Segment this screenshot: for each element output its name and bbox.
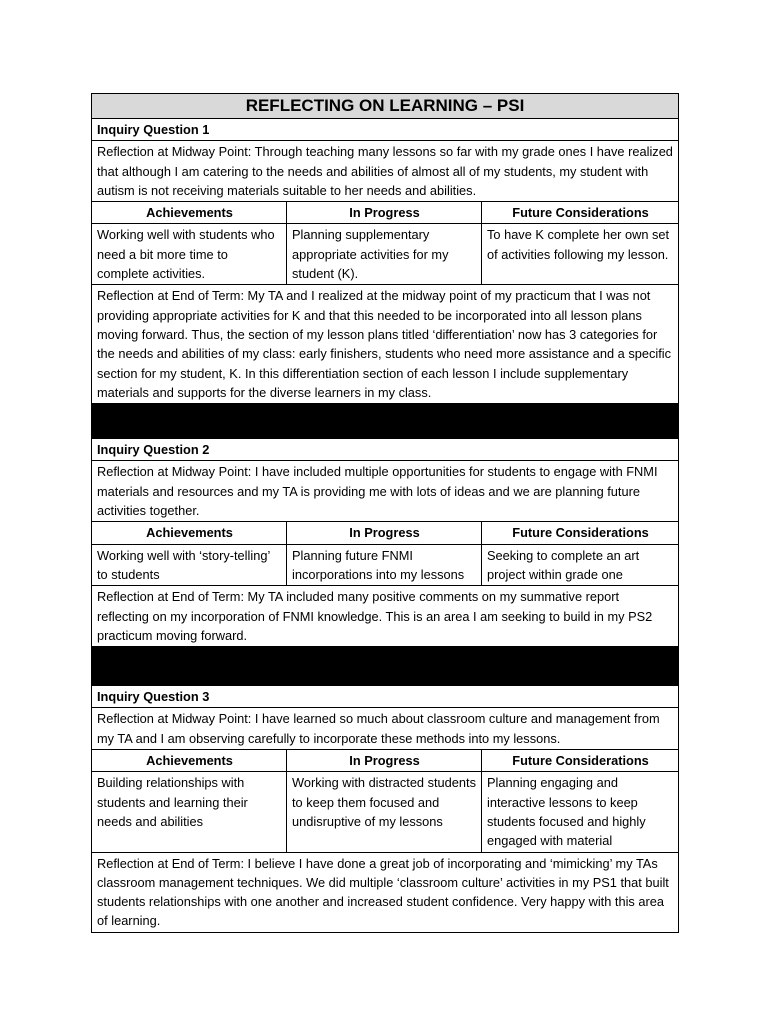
achievements-header: Achievements bbox=[92, 522, 287, 544]
inquiry-question-label: Inquiry Question 3 bbox=[92, 686, 679, 708]
achievements-cell: Building relationships with students and learning their needs and abilities bbox=[92, 772, 287, 852]
reflection-table bbox=[91, 93, 679, 933]
future-considerations-cell: Seeking to complete an art project within grade one bbox=[482, 544, 679, 586]
section-divider bbox=[92, 647, 679, 686]
inquiry-question-label: Inquiry Question 2 bbox=[92, 439, 679, 461]
end-of-term-reflection: Reflection at End of Term: I believe I have done a great job of incorporating and ‘mimicking’ my TAs classroom management techniques. We did multiple ‘classroom culture’ activities in my PS1 that built students relationships with one another and increased student confidence. Very happy with this area of learning. bbox=[92, 852, 679, 932]
in-progress-header: In Progress bbox=[287, 522, 482, 544]
future-considerations-cell: Planning engaging and interactive lessons to keep students focused and highly engaged with material bbox=[482, 772, 679, 852]
in-progress-header: In Progress bbox=[287, 750, 482, 772]
in-progress-cell: Planning supplementary appropriate activities for my student (K). bbox=[287, 224, 482, 285]
midway-reflection: Reflection at Midway Point: I have included multiple opportunities for students to engage with FNMI materials and resources and my TA is providing me with lots of ideas and we are planning future activities together. bbox=[92, 461, 679, 522]
midway-reflection: Reflection at Midway Point: Through teaching many lessons so far with my grade ones I have realized that although I am catering to the needs and abilities of almost all of my students, my student with autism is not receiving materials suitable to her needs and abilities. bbox=[92, 141, 679, 202]
achievements-header: Achievements bbox=[92, 202, 287, 224]
in-progress-header: In Progress bbox=[287, 202, 482, 224]
document-title: REFLECTING ON LEARNING – PSI bbox=[92, 94, 679, 119]
achievements-cell: Working well with ‘story-telling’ to students bbox=[92, 544, 287, 586]
in-progress-cell: Planning future FNMI incorporations into my lessons bbox=[287, 544, 482, 586]
future-considerations-header: Future Considerations bbox=[482, 750, 679, 772]
future-considerations-cell: To have K complete her own set of activities following my lesson. bbox=[482, 224, 679, 285]
end-of-term-reflection: Reflection at End of Term: My TA included many positive comments on my summative report reflecting on my incorporation of FNMI knowledge. This is an area I am seeking to build in my PS2 practicum moving forward. bbox=[92, 586, 679, 647]
midway-reflection: Reflection at Midway Point: I have learned so much about classroom culture and management from my TA and I am observing carefully to incorporate these methods into my lessons. bbox=[92, 708, 679, 750]
in-progress-cell: Working with distracted students to keep them focused and undisruptive of my lessons bbox=[287, 772, 482, 852]
achievements-header: Achievements bbox=[92, 750, 287, 772]
end-of-term-reflection: Reflection at End of Term: My TA and I realized at the midway point of my practicum that I was not providing appropriate activities for K and that this needed to be incorporated into all lesson plans moving forward. Thus, the section of my lesson plans titled ‘differentiation’ now has 3 categories for the needs and abilities of my class: early finishers, students who need more assistance and a specific section for my student, K. In this differentiation section of each lesson I include supplementary materials and supports for the diverse learners in my class. bbox=[92, 285, 679, 404]
achievements-cell: Working well with students who need a bit more time to complete activities. bbox=[92, 224, 287, 285]
inquiry-question-label: Inquiry Question 1 bbox=[92, 119, 679, 141]
section-divider bbox=[92, 404, 679, 439]
future-considerations-header: Future Considerations bbox=[482, 202, 679, 224]
future-considerations-header: Future Considerations bbox=[482, 522, 679, 544]
